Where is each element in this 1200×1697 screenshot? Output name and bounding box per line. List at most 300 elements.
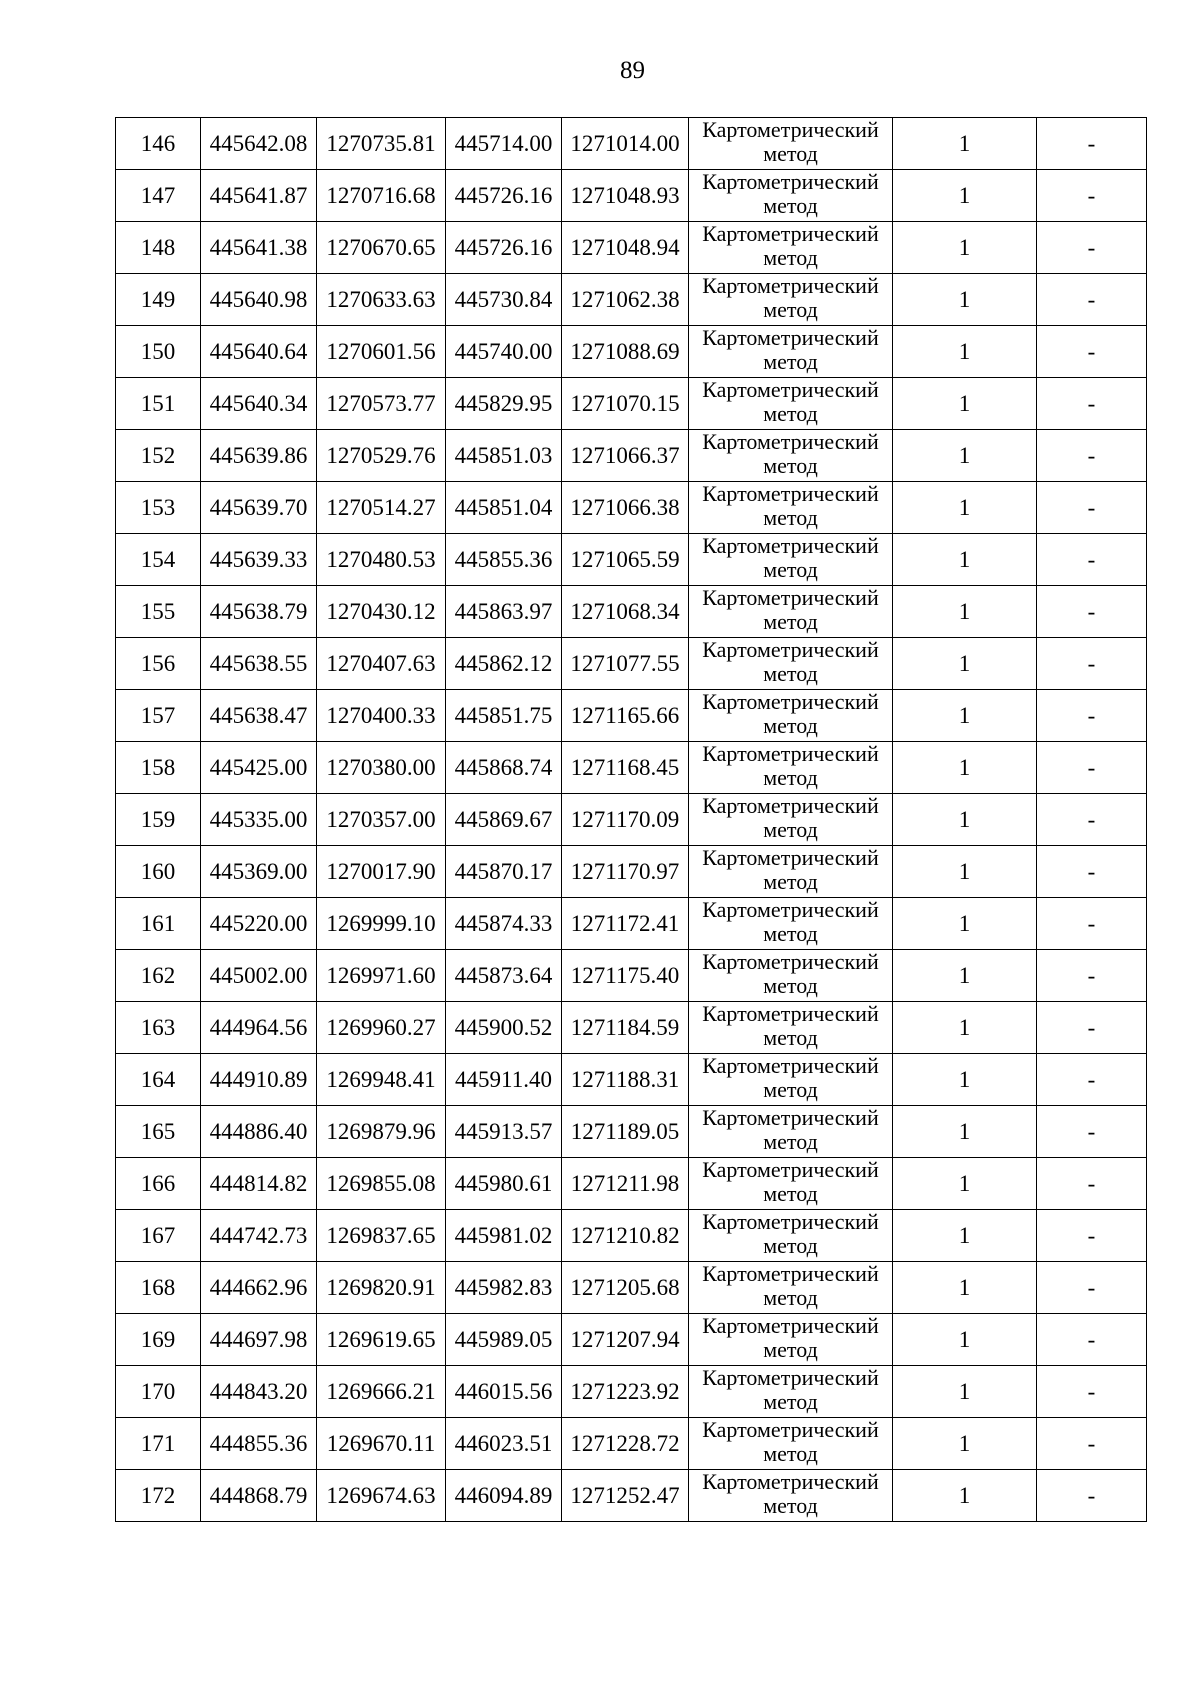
method-cell	[689, 1002, 893, 1054]
method-line2: метод	[763, 1337, 818, 1362]
x1-cell: 444662.96	[201, 1262, 317, 1314]
point-number-cell: 151	[116, 378, 201, 430]
point-number-cell: 153	[116, 482, 201, 534]
x1-cell: 444855.36	[201, 1418, 317, 1470]
x1-cell: 445425.00	[201, 742, 317, 794]
x2-cell: 446015.56	[446, 1366, 562, 1418]
method-line2: метод	[763, 869, 818, 894]
method-cell	[689, 1262, 893, 1314]
y1-cell: 1270514.27	[317, 482, 446, 534]
table-row	[116, 1470, 1147, 1522]
method-cell	[689, 1418, 893, 1470]
y1-cell: 1269666.21	[317, 1366, 446, 1418]
x1-cell: 444843.20	[201, 1366, 317, 1418]
y2-cell: 1271066.37	[562, 430, 689, 482]
x2-cell: 446094.89	[446, 1470, 562, 1522]
method-cell	[689, 1054, 893, 1106]
table-row	[116, 1106, 1147, 1158]
method-cell	[689, 794, 893, 846]
point-number-cell: 169	[116, 1314, 201, 1366]
accuracy-cell: 1	[893, 118, 1037, 170]
y1-cell: 1270407.63	[317, 638, 446, 690]
method-line2: метод	[763, 505, 818, 530]
note-cell: -	[1037, 898, 1147, 950]
method-line1: Картометрический	[702, 897, 879, 922]
point-number-cell: 155	[116, 586, 201, 638]
table-row	[116, 430, 1147, 482]
table-row	[116, 378, 1147, 430]
x2-cell: 445911.40	[446, 1054, 562, 1106]
accuracy-cell: 1	[893, 430, 1037, 482]
y1-cell: 1269999.10	[317, 898, 446, 950]
point-number-cell: 166	[116, 1158, 201, 1210]
method-line1: Картометрический	[702, 1261, 879, 1286]
note-cell: -	[1037, 1366, 1147, 1418]
point-number-cell: 150	[116, 326, 201, 378]
note-cell: -	[1037, 326, 1147, 378]
method-line1: Картометрический	[702, 793, 879, 818]
method-line2: метод	[763, 401, 818, 426]
method-line1: Картометрический	[702, 741, 879, 766]
method-line2: метод	[763, 1389, 818, 1414]
y2-cell: 1271048.94	[562, 222, 689, 274]
x2-cell: 445989.05	[446, 1314, 562, 1366]
accuracy-cell: 1	[893, 1106, 1037, 1158]
point-number-cell: 158	[116, 742, 201, 794]
table-row	[116, 1002, 1147, 1054]
table-row	[116, 1210, 1147, 1262]
x2-cell: 445851.03	[446, 430, 562, 482]
accuracy-cell: 1	[893, 638, 1037, 690]
point-number-cell: 167	[116, 1210, 201, 1262]
method-line1: Картометрический	[702, 1209, 879, 1234]
y1-cell: 1270357.00	[317, 794, 446, 846]
table-row	[116, 118, 1147, 170]
x2-cell: 445870.17	[446, 846, 562, 898]
accuracy-cell: 1	[893, 1418, 1037, 1470]
method-cell	[689, 1158, 893, 1210]
method-line1: Картометрический	[702, 377, 879, 402]
x2-cell: 445981.02	[446, 1210, 562, 1262]
x2-cell: 445726.16	[446, 170, 562, 222]
accuracy-cell: 1	[893, 326, 1037, 378]
point-number-cell: 147	[116, 170, 201, 222]
table-body	[116, 118, 1147, 1522]
y1-cell: 1270380.00	[317, 742, 446, 794]
method-line2: метод	[763, 453, 818, 478]
x2-cell: 446023.51	[446, 1418, 562, 1470]
accuracy-cell: 1	[893, 846, 1037, 898]
method-line2: метод	[763, 713, 818, 738]
point-number-cell: 148	[116, 222, 201, 274]
method-line1: Картометрический	[702, 845, 879, 870]
method-line2: метод	[763, 1129, 818, 1154]
method-line2: метод	[763, 349, 818, 374]
note-cell: -	[1037, 1210, 1147, 1262]
note-cell: -	[1037, 1470, 1147, 1522]
method-line2: метод	[763, 817, 818, 842]
coordinates-table	[115, 117, 1147, 1522]
method-cell	[689, 170, 893, 222]
y1-cell: 1270735.81	[317, 118, 446, 170]
method-cell	[689, 326, 893, 378]
note-cell: -	[1037, 274, 1147, 326]
y1-cell: 1270633.63	[317, 274, 446, 326]
note-cell: -	[1037, 482, 1147, 534]
note-cell: -	[1037, 1262, 1147, 1314]
note-cell: -	[1037, 1418, 1147, 1470]
note-cell: -	[1037, 950, 1147, 1002]
method-line1: Картометрический	[702, 1417, 879, 1442]
note-cell: -	[1037, 1106, 1147, 1158]
note-cell: -	[1037, 1314, 1147, 1366]
y2-cell: 1271189.05	[562, 1106, 689, 1158]
y1-cell: 1270670.65	[317, 222, 446, 274]
y2-cell: 1271172.41	[562, 898, 689, 950]
method-line1: Картометрический	[702, 273, 879, 298]
x2-cell: 445868.74	[446, 742, 562, 794]
accuracy-cell: 1	[893, 950, 1037, 1002]
note-cell: -	[1037, 742, 1147, 794]
x1-cell: 445220.00	[201, 898, 317, 950]
y2-cell: 1271014.00	[562, 118, 689, 170]
note-cell: -	[1037, 534, 1147, 586]
y1-cell: 1269674.63	[317, 1470, 446, 1522]
method-cell	[689, 586, 893, 638]
accuracy-cell: 1	[893, 690, 1037, 742]
note-cell: -	[1037, 222, 1147, 274]
x1-cell: 444964.56	[201, 1002, 317, 1054]
accuracy-cell: 1	[893, 378, 1037, 430]
method-line2: метод	[763, 661, 818, 686]
table-row	[116, 846, 1147, 898]
x2-cell: 445714.00	[446, 118, 562, 170]
y1-cell: 1270601.56	[317, 326, 446, 378]
y1-cell: 1269855.08	[317, 1158, 446, 1210]
note-cell: -	[1037, 430, 1147, 482]
x1-cell: 445640.34	[201, 378, 317, 430]
accuracy-cell: 1	[893, 1158, 1037, 1210]
point-number-cell: 172	[116, 1470, 201, 1522]
x2-cell: 445862.12	[446, 638, 562, 690]
x1-cell: 445638.79	[201, 586, 317, 638]
table-row	[116, 326, 1147, 378]
note-cell: -	[1037, 586, 1147, 638]
method-cell	[689, 482, 893, 534]
y2-cell: 1271068.34	[562, 586, 689, 638]
y2-cell: 1271170.97	[562, 846, 689, 898]
y2-cell: 1271048.93	[562, 170, 689, 222]
x1-cell: 445640.64	[201, 326, 317, 378]
y2-cell: 1271184.59	[562, 1002, 689, 1054]
note-cell: -	[1037, 846, 1147, 898]
y2-cell: 1271088.69	[562, 326, 689, 378]
accuracy-cell: 1	[893, 1262, 1037, 1314]
y2-cell: 1271168.45	[562, 742, 689, 794]
y1-cell: 1269837.65	[317, 1210, 446, 1262]
point-number-cell: 165	[116, 1106, 201, 1158]
method-line2: метод	[763, 1441, 818, 1466]
accuracy-cell: 1	[893, 794, 1037, 846]
method-line2: метод	[763, 141, 818, 166]
table-row	[116, 1054, 1147, 1106]
method-line1: Картометрический	[702, 689, 879, 714]
note-cell: -	[1037, 690, 1147, 742]
x1-cell: 445638.55	[201, 638, 317, 690]
method-line2: метод	[763, 1025, 818, 1050]
y2-cell: 1271207.94	[562, 1314, 689, 1366]
y2-cell: 1271211.98	[562, 1158, 689, 1210]
method-line2: метод	[763, 765, 818, 790]
x1-cell: 445639.70	[201, 482, 317, 534]
y2-cell: 1271062.38	[562, 274, 689, 326]
x2-cell: 445980.61	[446, 1158, 562, 1210]
note-cell: -	[1037, 378, 1147, 430]
method-line2: метод	[763, 1233, 818, 1258]
accuracy-cell: 1	[893, 170, 1037, 222]
point-number-cell: 159	[116, 794, 201, 846]
method-cell	[689, 898, 893, 950]
x2-cell: 445829.95	[446, 378, 562, 430]
table-row	[116, 534, 1147, 586]
point-number-cell: 170	[116, 1366, 201, 1418]
x2-cell: 445730.84	[446, 274, 562, 326]
method-line1: Картометрический	[702, 1313, 879, 1338]
method-cell	[689, 222, 893, 274]
method-line1: Картометрический	[702, 1157, 879, 1182]
y1-cell: 1270480.53	[317, 534, 446, 586]
method-cell	[689, 1106, 893, 1158]
x2-cell: 445851.75	[446, 690, 562, 742]
y2-cell: 1271165.66	[562, 690, 689, 742]
point-number-cell: 163	[116, 1002, 201, 1054]
method-cell	[689, 1210, 893, 1262]
method-cell	[689, 534, 893, 586]
x2-cell: 445855.36	[446, 534, 562, 586]
y2-cell: 1271210.82	[562, 1210, 689, 1262]
note-cell: -	[1037, 638, 1147, 690]
y1-cell: 1269948.41	[317, 1054, 446, 1106]
method-cell	[689, 638, 893, 690]
y1-cell: 1269960.27	[317, 1002, 446, 1054]
method-line1: Картометрический	[702, 117, 879, 142]
accuracy-cell: 1	[893, 1054, 1037, 1106]
note-cell: -	[1037, 118, 1147, 170]
page-number: 89	[620, 57, 645, 84]
point-number-cell: 146	[116, 118, 201, 170]
point-number-cell: 162	[116, 950, 201, 1002]
accuracy-cell: 1	[893, 742, 1037, 794]
method-line2: метод	[763, 1285, 818, 1310]
x1-cell: 445369.00	[201, 846, 317, 898]
table-row	[116, 1314, 1147, 1366]
accuracy-cell: 1	[893, 274, 1037, 326]
y2-cell: 1271228.72	[562, 1418, 689, 1470]
note-cell: -	[1037, 1158, 1147, 1210]
point-number-cell: 168	[116, 1262, 201, 1314]
x1-cell: 445639.86	[201, 430, 317, 482]
method-line1: Картометрический	[702, 1469, 879, 1494]
method-line1: Картометрический	[702, 221, 879, 246]
method-line1: Картометрический	[702, 637, 879, 662]
table-row	[116, 898, 1147, 950]
accuracy-cell: 1	[893, 482, 1037, 534]
y1-cell: 1270529.76	[317, 430, 446, 482]
method-line2: метод	[763, 297, 818, 322]
x2-cell: 445900.52	[446, 1002, 562, 1054]
table-row	[116, 690, 1147, 742]
point-number-cell: 171	[116, 1418, 201, 1470]
y2-cell: 1271077.55	[562, 638, 689, 690]
x1-cell: 445002.00	[201, 950, 317, 1002]
table-row	[116, 482, 1147, 534]
y1-cell: 1269670.11	[317, 1418, 446, 1470]
method-line1: Картометрический	[702, 1365, 879, 1390]
y1-cell: 1269820.91	[317, 1262, 446, 1314]
table-row	[116, 742, 1147, 794]
point-number-cell: 160	[116, 846, 201, 898]
method-line2: метод	[763, 193, 818, 218]
y1-cell: 1270573.77	[317, 378, 446, 430]
y1-cell: 1269971.60	[317, 950, 446, 1002]
method-line2: метод	[763, 973, 818, 998]
y2-cell: 1271066.38	[562, 482, 689, 534]
point-number-cell: 152	[116, 430, 201, 482]
method-line1: Картометрический	[702, 325, 879, 350]
x1-cell: 444886.40	[201, 1106, 317, 1158]
method-cell	[689, 1470, 893, 1522]
method-line1: Картометрический	[702, 1105, 879, 1130]
x2-cell: 445851.04	[446, 482, 562, 534]
x2-cell: 445740.00	[446, 326, 562, 378]
accuracy-cell: 1	[893, 1470, 1037, 1522]
accuracy-cell: 1	[893, 1314, 1037, 1366]
y2-cell: 1271065.59	[562, 534, 689, 586]
x2-cell: 445869.67	[446, 794, 562, 846]
x1-cell: 445640.98	[201, 274, 317, 326]
table-row	[116, 586, 1147, 638]
table-row	[116, 1158, 1147, 1210]
y1-cell: 1270430.12	[317, 586, 446, 638]
method-line1: Картометрический	[702, 1053, 879, 1078]
point-number-cell: 161	[116, 898, 201, 950]
y2-cell: 1271252.47	[562, 1470, 689, 1522]
y2-cell: 1271170.09	[562, 794, 689, 846]
x2-cell: 445873.64	[446, 950, 562, 1002]
accuracy-cell: 1	[893, 1002, 1037, 1054]
point-number-cell: 157	[116, 690, 201, 742]
method-line2: метод	[763, 557, 818, 582]
table-row	[116, 222, 1147, 274]
table-row	[116, 794, 1147, 846]
accuracy-cell: 1	[893, 1366, 1037, 1418]
table-row	[116, 638, 1147, 690]
y2-cell: 1271205.68	[562, 1262, 689, 1314]
point-number-cell: 149	[116, 274, 201, 326]
y1-cell: 1270716.68	[317, 170, 446, 222]
method-cell	[689, 274, 893, 326]
x1-cell: 444910.89	[201, 1054, 317, 1106]
x1-cell: 445639.33	[201, 534, 317, 586]
method-line2: метод	[763, 609, 818, 634]
method-line1: Картометрический	[702, 481, 879, 506]
accuracy-cell: 1	[893, 898, 1037, 950]
y1-cell: 1270017.90	[317, 846, 446, 898]
table-row	[116, 1366, 1147, 1418]
method-cell	[689, 430, 893, 482]
y1-cell: 1270400.33	[317, 690, 446, 742]
method-line1: Картометрический	[702, 585, 879, 610]
method-line2: метод	[763, 1181, 818, 1206]
accuracy-cell: 1	[893, 586, 1037, 638]
y1-cell: 1269879.96	[317, 1106, 446, 1158]
note-cell: -	[1037, 1054, 1147, 1106]
point-number-cell: 156	[116, 638, 201, 690]
x1-cell: 445641.38	[201, 222, 317, 274]
y2-cell: 1271070.15	[562, 378, 689, 430]
method-line2: метод	[763, 1493, 818, 1518]
accuracy-cell: 1	[893, 222, 1037, 274]
x2-cell: 445874.33	[446, 898, 562, 950]
x2-cell: 445982.83	[446, 1262, 562, 1314]
table-row	[116, 1262, 1147, 1314]
method-line2: метод	[763, 245, 818, 270]
method-line1: Картометрический	[702, 1001, 879, 1026]
method-line2: метод	[763, 921, 818, 946]
method-cell	[689, 118, 893, 170]
y2-cell: 1271223.92	[562, 1366, 689, 1418]
method-cell	[689, 846, 893, 898]
point-number-cell: 164	[116, 1054, 201, 1106]
method-line1: Картометрический	[702, 533, 879, 558]
x2-cell: 445726.16	[446, 222, 562, 274]
x1-cell: 444697.98	[201, 1314, 317, 1366]
table-row	[116, 170, 1147, 222]
table-row	[116, 950, 1147, 1002]
method-line1: Картометрический	[702, 429, 879, 454]
method-line1: Картометрический	[702, 949, 879, 974]
x1-cell: 445335.00	[201, 794, 317, 846]
x1-cell: 444814.82	[201, 1158, 317, 1210]
method-line2: метод	[763, 1077, 818, 1102]
method-cell	[689, 378, 893, 430]
note-cell: -	[1037, 170, 1147, 222]
note-cell: -	[1037, 794, 1147, 846]
method-line1: Картометрический	[702, 169, 879, 194]
note-cell: -	[1037, 1002, 1147, 1054]
point-number-cell: 154	[116, 534, 201, 586]
x2-cell: 445913.57	[446, 1106, 562, 1158]
x1-cell: 445641.87	[201, 170, 317, 222]
table-row	[116, 274, 1147, 326]
method-cell	[689, 1314, 893, 1366]
accuracy-cell: 1	[893, 534, 1037, 586]
x1-cell: 444742.73	[201, 1210, 317, 1262]
table-row	[116, 1418, 1147, 1470]
x1-cell: 445638.47	[201, 690, 317, 742]
method-cell	[689, 742, 893, 794]
method-cell	[689, 690, 893, 742]
method-cell	[689, 950, 893, 1002]
x1-cell: 445642.08	[201, 118, 317, 170]
x1-cell: 444868.79	[201, 1470, 317, 1522]
y2-cell: 1271188.31	[562, 1054, 689, 1106]
method-cell	[689, 1366, 893, 1418]
y2-cell: 1271175.40	[562, 950, 689, 1002]
y1-cell: 1269619.65	[317, 1314, 446, 1366]
x2-cell: 445863.97	[446, 586, 562, 638]
accuracy-cell: 1	[893, 1210, 1037, 1262]
